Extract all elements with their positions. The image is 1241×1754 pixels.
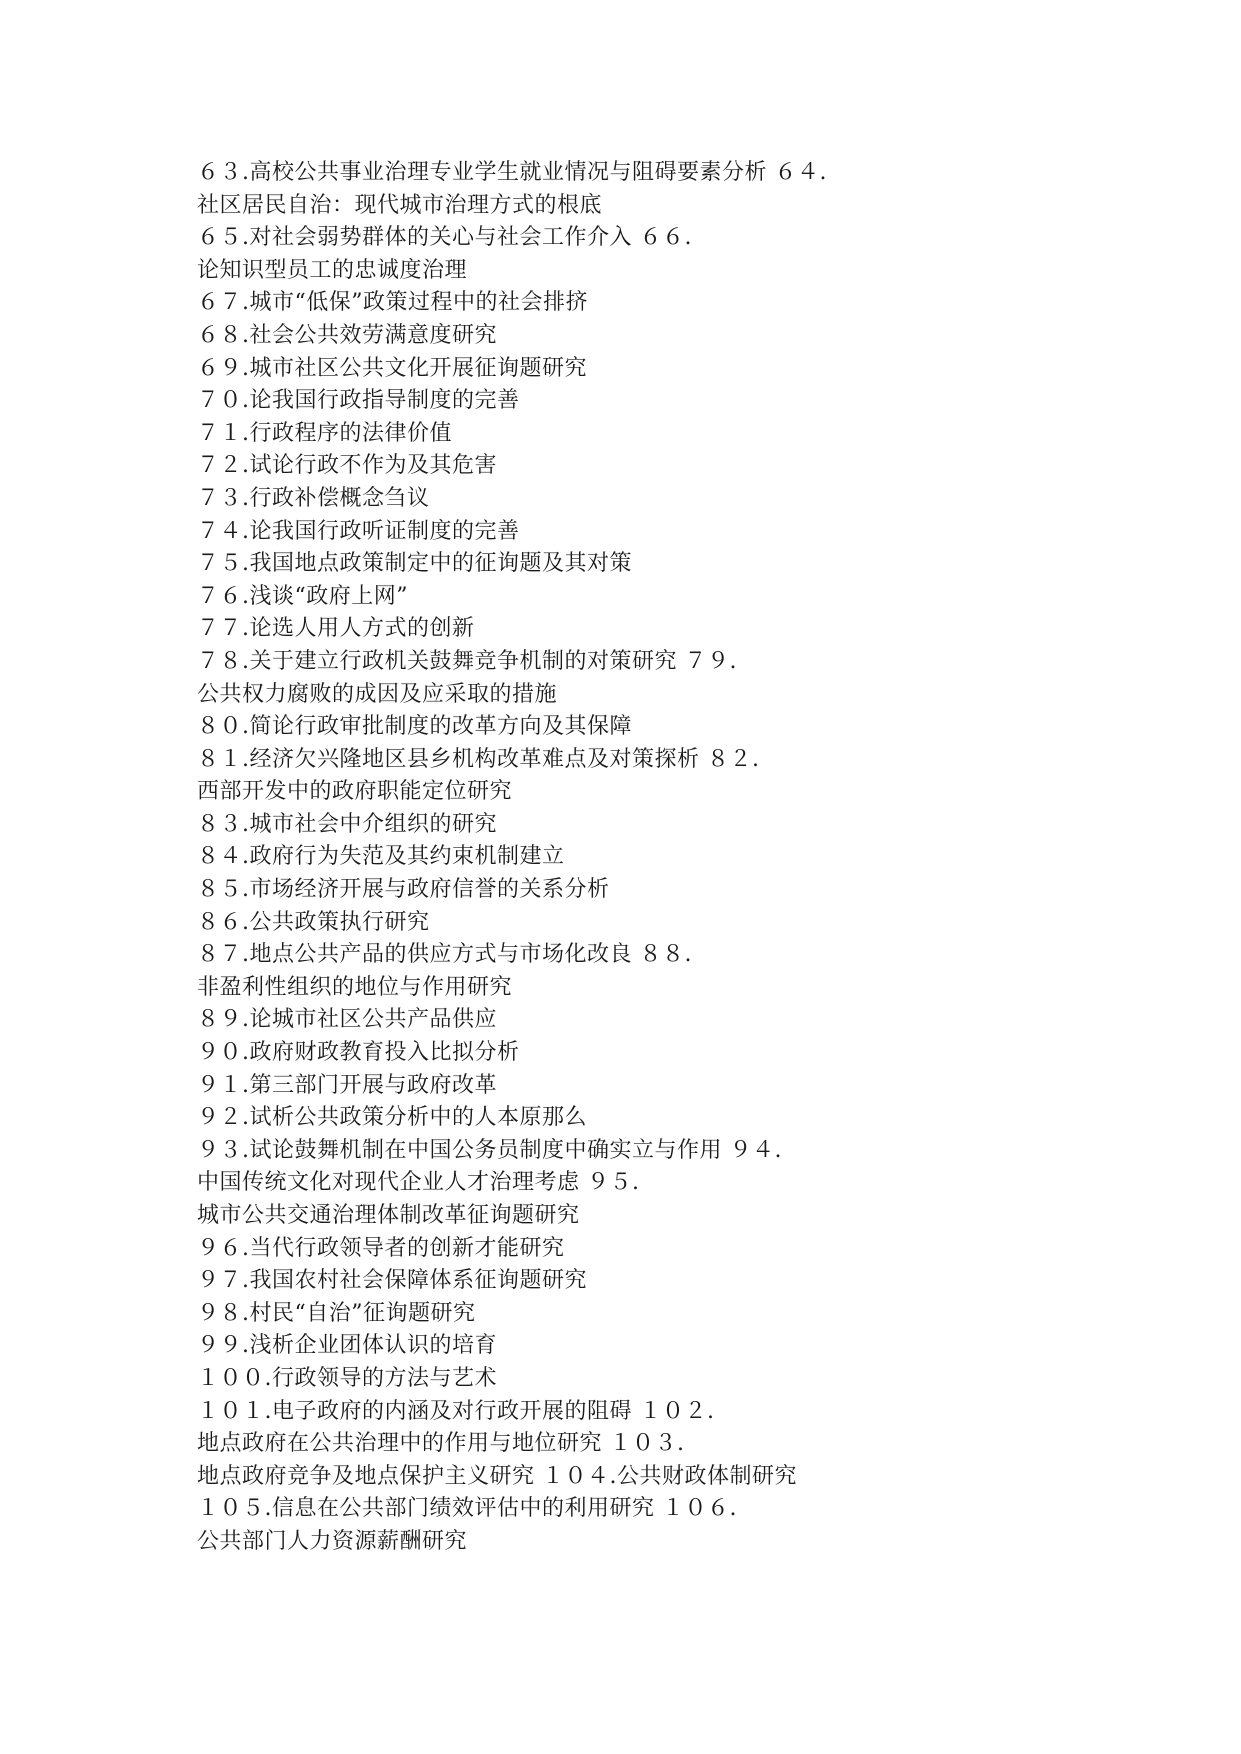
text-line: ９６.当代行政领导者的创新才能研究	[197, 1235, 565, 1261]
text-line: ９０.政府财政教育投入比拟分析	[197, 1040, 520, 1066]
text-line: ７５.我国地点政策制定中的征询题及其对策	[197, 551, 632, 577]
text-line: 公共权力腐败的成因及应采取的措施	[197, 681, 558, 707]
text-line: ７０.论我国行政指导制度的完善	[197, 388, 520, 414]
text-line: ７４.论我国行政听证制度的完善	[197, 518, 520, 544]
text-line: ７６.浅谈“政府上网”	[197, 583, 408, 609]
text-line: ９９.浅析企业团体认识的培育	[197, 1333, 497, 1359]
text-line: 城市公共交通治理体制改革征询题研究	[197, 1203, 580, 1228]
text-line: ７８.关于建立行政机关鼓舞竞争机制的对策研究 ７９.	[197, 648, 737, 674]
text-line: 西部开发中的政府职能定位研究	[197, 779, 513, 805]
text-line: ７３.行政补偿概念刍议	[197, 485, 430, 511]
text-line: 社区居民自治：现代城市治理方式的根底	[197, 192, 603, 218]
text-line: ９３.试论鼓舞机制在中国公务员制度中确实立与作用 ９４.	[197, 1137, 782, 1163]
text-line: １０５.信息在公共部门绩效评估中的利用研究 １０６.	[197, 1496, 737, 1522]
text-line: ８０.简论行政审批制度的改革方向及其保障	[197, 714, 632, 740]
text-line: ７７.论选人用人方式的创新	[197, 616, 475, 642]
text-line: ６３.高校公共事业治理专业学生就业情况与阻碍要素分析 ６４.	[197, 160, 827, 185]
text-line: ８７.地点公共产品的供应方式与市场化改良 ８８.	[197, 942, 692, 968]
text-line: ８６.公共政策执行研究	[197, 909, 430, 935]
text-line: 论知识型员工的忠诚度治理	[197, 257, 468, 283]
text-line: 非盈利性组织的地位与作用研究	[197, 974, 513, 1000]
text-line: ８４.政府行为失范及其约束机制建立	[197, 844, 565, 870]
text-line: ９８.村民“自治”征询题研究	[197, 1300, 476, 1326]
text-line: ６７.城市“低保”政策过程中的社会排挤	[197, 290, 588, 316]
text-line: ７２.试论行政不作为及其危害	[197, 453, 497, 479]
text-line: １０１.电子政府的内涵及对行政开展的阻碍 １０２.	[197, 1398, 715, 1424]
text-line: ８３.城市社会中介组织的研究	[197, 811, 497, 837]
text-line: １００.行政领导的方法与艺术	[197, 1365, 497, 1391]
text-line: ８９.论城市社区公共产品供应	[197, 1007, 497, 1033]
text-line: 地点政府在公共治理中的作用与地位研究 １０３.	[197, 1431, 685, 1457]
text-line: ６９.城市社区公共文化开展征询题研究	[197, 355, 587, 381]
text-line: ７１.行政程序的法律价值	[197, 420, 452, 446]
text-line: 中国传统文化对现代企业人才治理考虑 ９５.	[197, 1170, 640, 1196]
text-line: 公共部门人力资源薪酬研究	[197, 1528, 468, 1554]
text-line: ９２.试析公共政策分析中的人本原那么	[197, 1105, 587, 1131]
text-line: ８５.市场经济开展与政府信誉的关系分析	[197, 877, 610, 903]
text-line: ９１.第三部门开展与政府改革	[197, 1072, 497, 1098]
text-line: ６５.对社会弱势群体的关心与社会工作介入 ６６.	[197, 225, 692, 251]
text-line: 地点政府竞争及地点保护主义研究 １０４.公共财政体制研究	[197, 1463, 797, 1489]
text-line: ８１.经济欠兴隆地区县乡机构改革难点及对策探析 ８２.	[197, 746, 760, 772]
text-line: ６８.社会公共效劳满意度研究	[197, 322, 497, 348]
text-line: ９７.我国农村社会保障体系征询题研究	[197, 1268, 587, 1294]
topic-list	[197, 157, 1097, 1559]
